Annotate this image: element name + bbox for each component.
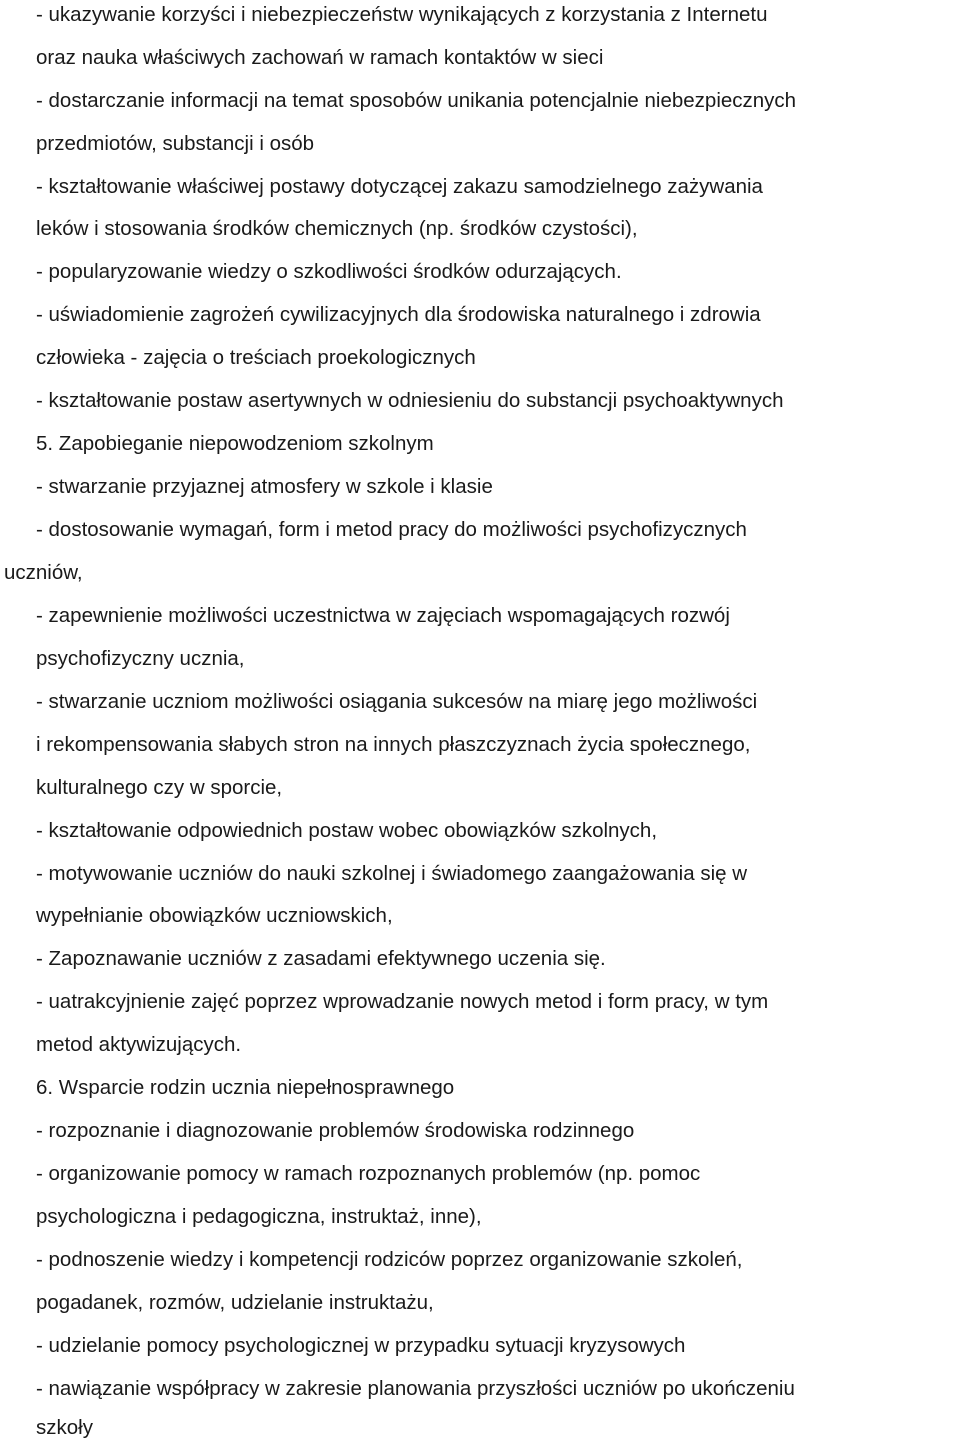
text-line: - kształtowanie właściwej postawy dotyczącej zakazu samodzielnego zażywania <box>36 175 763 198</box>
text-line: pogadanek, rozmów, udzielanie instruktażu, <box>36 1291 434 1314</box>
text-line: uczniów, <box>4 561 83 584</box>
section-heading: 5. Zapobieganie niepowodzeniom szkolnym <box>36 432 434 455</box>
text-line: - kształtowanie postaw asertywnych w odniesieniu do substancji psychoaktywnych <box>36 389 784 412</box>
text-line: psychofizyczny ucznia, <box>36 647 245 670</box>
text-line: - ukazywanie korzyści i niebezpieczeństw wynikających z korzystania z Internetu <box>36 3 768 26</box>
text-line: i rekompensowania słabych stron na innych płaszczyznach życia społecznego, <box>36 733 751 756</box>
text-line: - dostosowanie wymagań, form i metod pracy do możliwości psychofizycznych <box>36 518 747 541</box>
text-line: człowieka - zajęcia o treściach proekologicznych <box>36 346 476 369</box>
text-line: kulturalnego czy w sporcie, <box>36 776 283 799</box>
text-line: oraz nauka właściwych zachowań w ramach kontaktów w sieci <box>36 46 604 69</box>
text-line: szkoły <box>36 1416 93 1439</box>
section-heading: 6. Wsparcie rodzin ucznia niepełnosprawnego <box>36 1076 455 1099</box>
text-line: - udzielanie pomocy psychologicznej w przypadku sytuacji kryzysowych <box>36 1334 686 1357</box>
text-line: - stwarzanie przyjaznej atmosfery w szkole i klasie <box>36 475 493 498</box>
text-line: - uświadomienie zagrożeń cywilizacyjnych dla środowiska naturalnego i zdrowia <box>36 303 761 326</box>
text-line: - dostarczanie informacji na temat sposobów unikania potencjalnie niebezpiecznych <box>36 89 797 112</box>
text-line: wypełnianie obowiązków uczniowskich, <box>36 904 393 927</box>
text-line: - popularyzowanie wiedzy o szkodliwości środków odurzających. <box>36 260 622 283</box>
text-line: - Zapoznawanie uczniów z zasadami efektywnego uczenia się. <box>36 947 606 970</box>
text-line: - uatrakcyjnienie zajęć poprzez wprowadzanie nowych metod i form pracy, w tym <box>36 990 769 1013</box>
text-line: przedmiotów, substancji i osób <box>36 132 315 155</box>
text-line: - rozpoznanie i diagnozowanie problemów środowiska rodzinnego <box>36 1119 635 1142</box>
text-line: - zapewnienie możliwości uczestnictwa w zajęciach wspomagających rozwój <box>36 604 730 627</box>
text-line: - podnoszenie wiedzy i kompetencji rodziców poprzez organizowanie szkoleń, <box>36 1248 743 1271</box>
text-line: metod aktywizujących. <box>36 1033 242 1056</box>
text-line: leków i stosowania środków chemicznych (np. środków czystości), <box>36 217 638 240</box>
text-line: - kształtowanie odpowiednich postaw wobec obowiązków szkolnych, <box>36 819 658 842</box>
text-line: - nawiązanie współpracy w zakresie planowania przyszłości uczniów po ukończeniu <box>36 1377 795 1400</box>
text-line: psychologiczna i pedagogiczna, instruktaż, inne), <box>36 1205 482 1228</box>
text-line: - motywowanie uczniów do nauki szkolnej i świadomego zaangażowania się w <box>36 862 748 885</box>
text-line: - organizowanie pomocy w ramach rozpoznanych problemów (np. pomoc <box>36 1162 701 1185</box>
text-line: - stwarzanie uczniom możliwości osiągania sukcesów na miarę jego możliwości <box>36 690 758 713</box>
